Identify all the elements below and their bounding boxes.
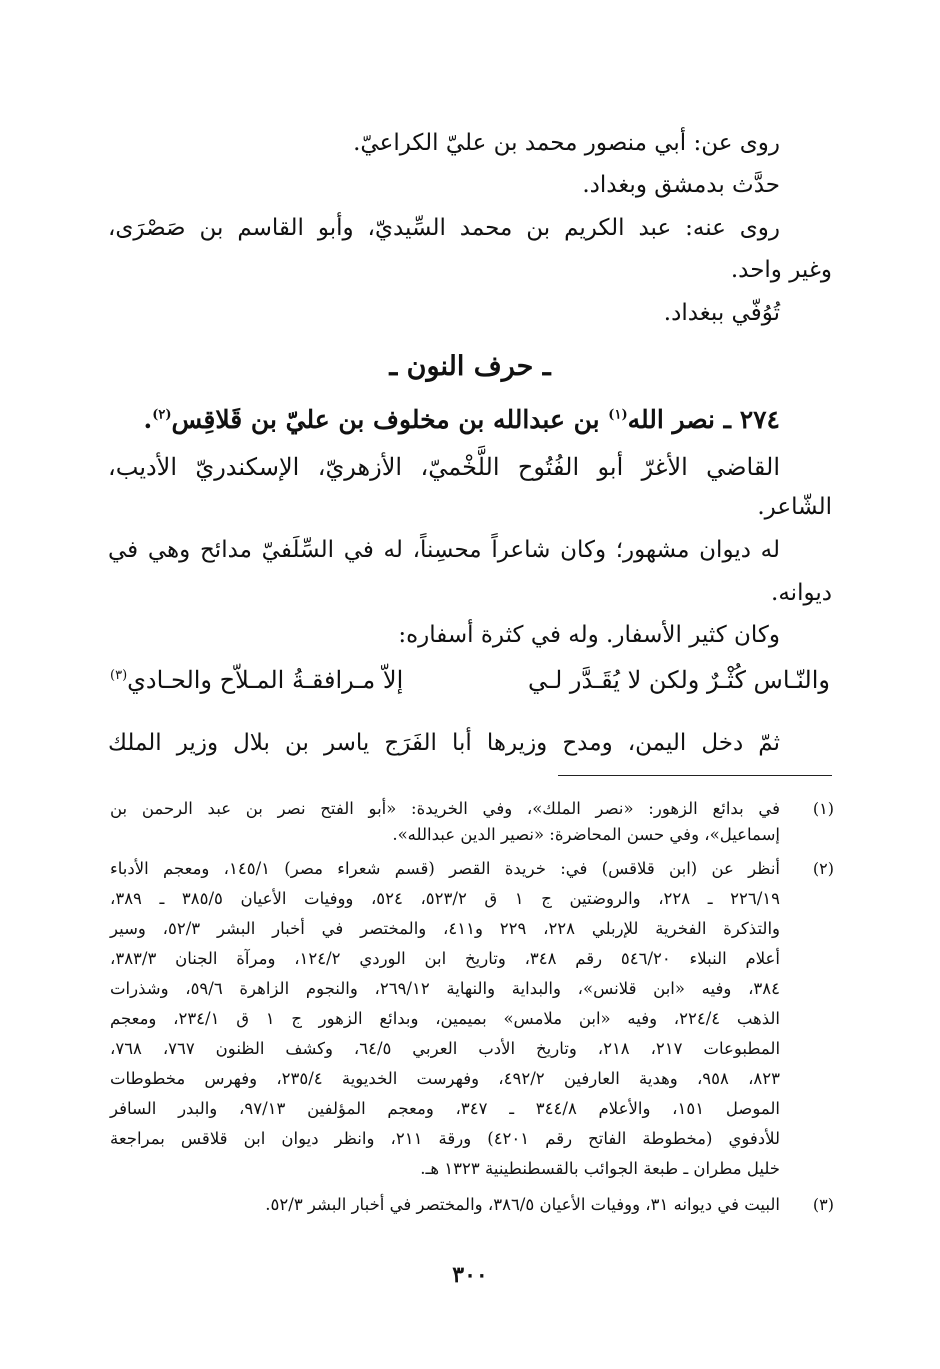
- entry-title-rest: بن عبدالله بن مخلوف بن عليّ بن قَلاقِس: [171, 405, 609, 434]
- footnote-line: خليل مطران ـ طبعة الجوائب بالقسطنطينية ١٣٢٣ هـ.: [420, 1159, 780, 1178]
- footnote-line: إسماعيل»، وفي حسن المحاضرة: «نصير الدين عبدالله».: [392, 825, 780, 844]
- footnote-line: الموصل ١٥١، والأعلام ٣٤٤/٨ ـ ٣٤٧، ومعجم المؤلفين ٩٧/١٣، والبدر السافر: [110, 1099, 780, 1118]
- footnote-line: أعلام النبلاء ٥٤٦/٢٠ رقم ٣٤٨، وتاريخ ابن الوردي ١٢٤/٢، ومرآة الجنان ٣٨٣/٣،: [110, 949, 780, 968]
- entry-line: ديوانه.: [771, 580, 832, 606]
- footnote-line: في بدائع الزهور: «نصر الملك»، وفي الخريدة: «أبو الفتح نصر بن عبد الرحمن بن: [110, 799, 780, 818]
- entry-line: ثمّ دخل اليمن، ومدح وزيرها أبا الفَرَج ياسر بن بلال وزير الملك: [108, 730, 780, 756]
- footnote-ref: (١): [608, 407, 628, 423]
- body-line: روى عن: أبي منصور محمد بن عليّ الكراعيّ.: [353, 130, 780, 156]
- footnote-line: ٢٢٦/١٩ ـ ٢٢٨، والروضتين ج ١ ق ٥٢٣/٢، ٥٢٤، ووفيات الأعيان ٣٨٥/٥ ـ ٣٨٩،: [110, 889, 780, 908]
- entry-line: القاضي الأغرّ أبو الفُتُوح اللَّخْميّ، الأزهريّ، الإسكندريّ الأديب،: [108, 453, 780, 481]
- entry-line: وكان كثير الأسفار. وله في كثرة أسفاره:: [398, 622, 780, 648]
- body-line: حدَّث بدمشق وبغداد.: [582, 172, 780, 198]
- page-number: ٣٠٠: [452, 1262, 488, 1288]
- verse-second-hemistich: [110, 660, 403, 700]
- body-line: تُوُفّي ببغداد.: [663, 300, 780, 326]
- footnote-line: للأدفوي (مخطوطة الفاتح رقم ٤٢٠١) ورقة ٢١١، وانظر ديوان ابن قلاقس بمراجعة: [110, 1129, 780, 1148]
- footnote-line: ٨٢٣، ٩٥٨، وهدية العارفين ٤٩٢/٢، وفهرست الخديوية ٢٣٥/٤، وفهرس مخطوطات: [110, 1069, 780, 1088]
- body-line: وغير واحد.: [730, 257, 832, 283]
- entry-title-end: .: [143, 405, 153, 434]
- verse-second-text: إلاّ مـرافقـةُ المـلاّح والحـادي: [127, 666, 404, 694]
- footnote-number: (٣): [812, 1195, 834, 1214]
- verse-first-hemistich: والنّـاس كُثْـرٌ ولكن لا يُقَـدَّر لـي: [527, 666, 830, 694]
- footnote-line: البيت في ديوانه ٣١، ووفيات الأعيان ٣٨٦/٥، والمختصر في أخبار البشر ٥٢/٣.: [265, 1195, 780, 1214]
- entry-line: له ديوان مشهور؛ وكان شاعراً محسِناً، له في السِّلَفيّ مدائح وهي في: [108, 537, 780, 563]
- footnote-ref: (٢): [152, 407, 172, 423]
- entry-title: [108, 405, 780, 435]
- footnote-line: والتذكرة الفخرية للإربلي ٢٢٨، ٢٢٩ و٤١١، والمختصر في أخبار البشر ٥٢/٣، وسير: [110, 919, 781, 938]
- footnote-ref: (٣): [110, 668, 128, 683]
- entry-line: الشّاعر.: [757, 494, 832, 520]
- poem-verse: [110, 660, 830, 700]
- footnote-number: (١): [812, 799, 834, 818]
- footnote-number: (٢): [812, 859, 834, 878]
- section-heading: ـ حرف النون ـ: [389, 351, 551, 382]
- footnote-separator: [558, 775, 832, 776]
- footnote-line: الذهب ٢٢٤/٤، وفيه «ابن ملامس» بميمين، وبدائع الزهور ج ١ ق ٢٣٤/١، ومعجم: [110, 1009, 781, 1028]
- footnote-line: أنظر عن (ابن قلاقس) في: خريدة القصر (قسم شعراء مصر) ١٤٥/١، ومعجم الأدباء: [110, 859, 780, 878]
- entry-title-main: ٢٧٤ ـ نصر الله: [627, 405, 780, 434]
- footnote-line: ٣٨٤، وفيه «ابن قلانس»، والبداية والنهاية ٢٦٩/١٢، والنجوم الزاهرة ٥٩/٦، وشذرات: [110, 979, 780, 998]
- footnote-line: المطبوعات ٢١٧، ٢١٨، وتاريخ الأدب العربي ٦٤/٥، وكشف الظنون ٧٦٧، ٧٦٨،: [110, 1039, 781, 1058]
- body-line: روى عنه: عبد الكريم بن محمد السِّيديّ، وأبو القاسم بن صَصْرَى،: [108, 215, 780, 241]
